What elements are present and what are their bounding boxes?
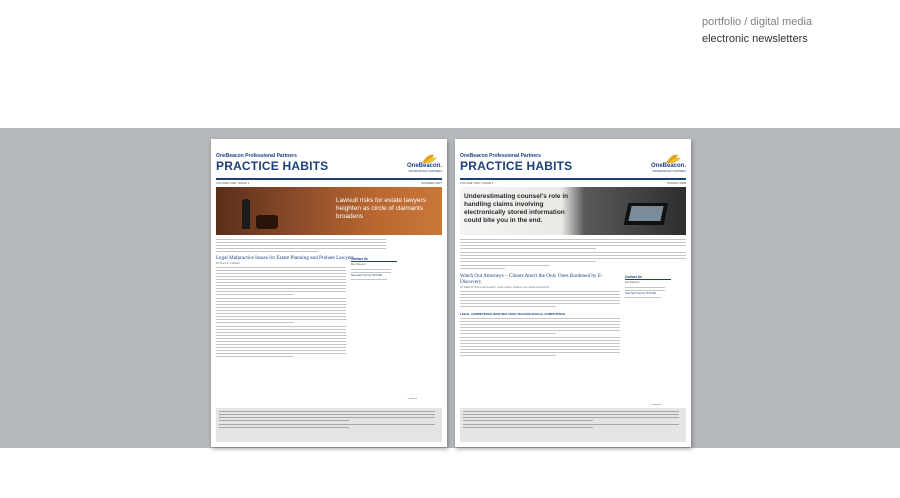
banner-chair (256, 215, 278, 229)
logo-wordmark: OneBeacon. (406, 163, 442, 169)
article-byline: By Bruce A. Campbell (216, 262, 240, 265)
issue-date: SPRING 2008 (666, 181, 686, 185)
brand-name: OneBeacon Professional Partners (460, 153, 541, 159)
article-body (216, 267, 346, 359)
newsletter-title: PRACTICE HABITS (460, 159, 573, 173)
banner-image (216, 187, 442, 235)
article-title: Legal Malpractice Issues for Estate Planning and Probate Lawyers (216, 255, 354, 261)
newsletter-title: PRACTICE HABITS (216, 159, 329, 173)
sidebar-hotline-lines (625, 297, 661, 298)
article-title: Watch Out Attorneys – Clients Aren't the Only Ones Burdened by E-Discovery (460, 273, 603, 285)
article-body-continued (460, 318, 620, 358)
masthead-rule (216, 178, 442, 180)
sidebar-title: Contact Us (625, 275, 671, 280)
issue-volume: VOLUME ONE, ISSUE 1 (216, 181, 250, 185)
brand-name: OneBeacon Professional Partners (216, 153, 297, 159)
sidebar-title: Contact Us (351, 257, 397, 262)
issue-date: SUMMER 2007 (421, 181, 442, 185)
sidebar-hotline: Need help? Call our HOTLINE (351, 275, 382, 277)
contact-sidebar (351, 257, 397, 282)
newsletter-thumbnail-summer-2007[interactable] (211, 139, 447, 447)
newsletter-thumbnail-spring-2008[interactable] (455, 139, 691, 447)
portfolio-nav (702, 14, 812, 48)
continued-label: continued (407, 397, 417, 400)
continued-label: continued (651, 403, 661, 406)
logo-subtitle: PROFESSIONAL PARTNERS (408, 170, 442, 173)
sidebar-contact-lines (625, 287, 665, 291)
newsletter-footer (460, 408, 686, 442)
sidebar-contact: Dan Patterson (625, 282, 640, 284)
contact-sidebar (625, 275, 671, 300)
footer-text (219, 411, 435, 428)
banner-headline: Lawsuit risks for estate lawyers heighten as circle of claimants broadens (336, 197, 426, 220)
masthead-rule (460, 178, 686, 180)
logo-subtitle: PROFESSIONAL PARTNERS (652, 170, 686, 173)
intro-text (460, 239, 686, 271)
issue-volume: VOLUME TWO, ISSUE 1 (460, 181, 494, 185)
sidebar-hotline-lines (351, 279, 387, 280)
breadcrumb-link[interactable]: portfolio / digital media (702, 16, 813, 28)
sidebar-contact: Dan Patterson (351, 264, 366, 266)
banner-image (460, 187, 686, 235)
newsletter-gallery (0, 128, 900, 448)
sidebar-contact-lines (351, 269, 391, 273)
banner-laptop-screen (628, 206, 663, 221)
banner-person-figure (242, 199, 250, 229)
intro-text (216, 239, 386, 254)
sidebar-hotline: Need help? Call our HOTLINE (625, 293, 656, 295)
article-byline: By James M. Wilson and Joseph F. Curtis, Lipson, Neilson, Cole, Seltzer & Garin, P.C. (460, 286, 551, 289)
newsletter-footer (216, 408, 442, 442)
article-subhead: LEGAL COMPETENCE NOW INCLUDES TECHNOLOGICAL COMPETENCE (460, 312, 566, 316)
article-body (460, 291, 620, 309)
footer-text (463, 411, 679, 428)
banner-headline: Underestimating counsel's role in handling claims involving electronically stored information could bite you in the end. (464, 193, 569, 224)
logo-wordmark: OneBeacon. (650, 163, 686, 169)
page-title: electronic newsletters (702, 33, 808, 45)
